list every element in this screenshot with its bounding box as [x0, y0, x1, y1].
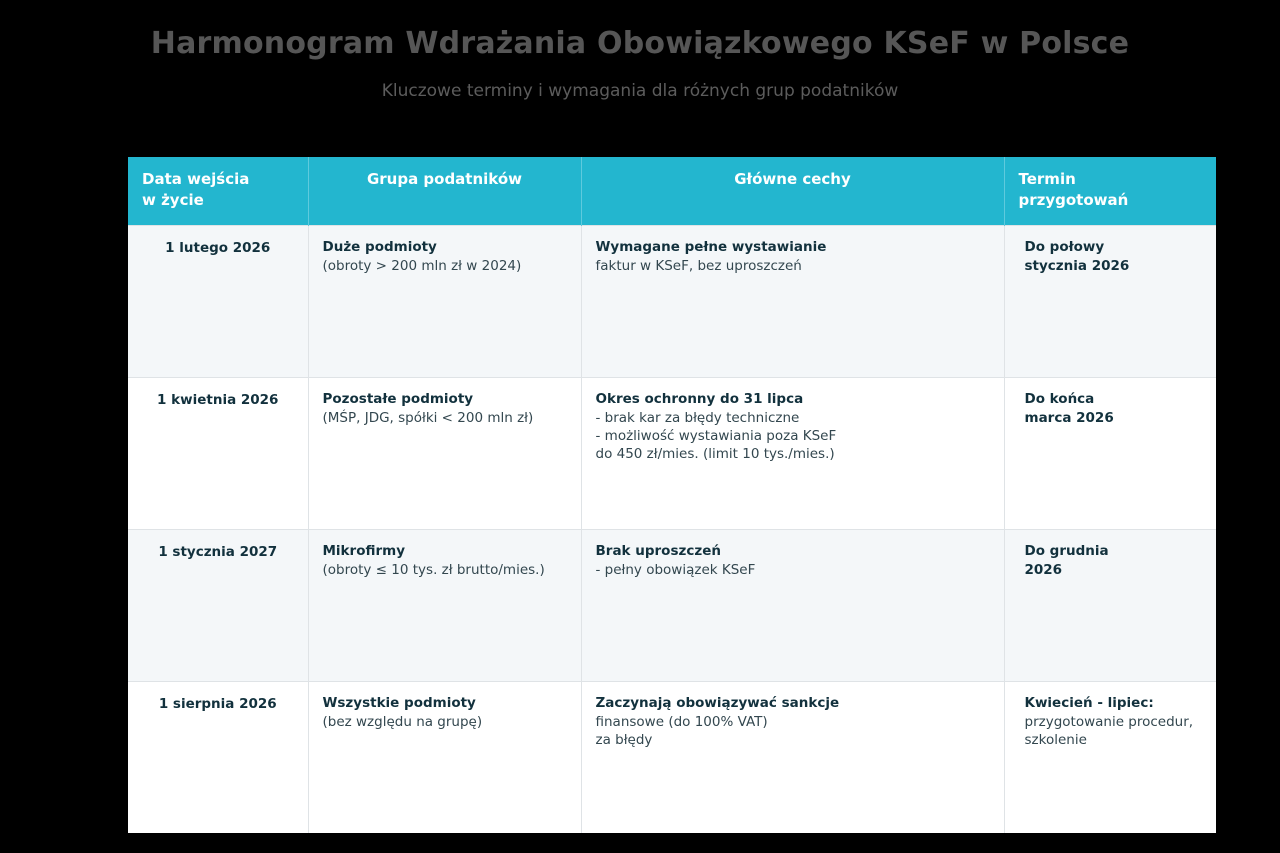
features-title: Brak uproszczeń	[595, 543, 721, 559]
cell-date: 1 lutego 2026	[128, 226, 308, 378]
features-title: Wymagane pełne wystawianie	[595, 239, 827, 255]
term-title: Do połowy	[1024, 239, 1105, 255]
cell-group	[308, 682, 581, 834]
features-line: faktur w KSeF, bez uproszczeń	[595, 258, 802, 274]
table-header	[128, 157, 1216, 226]
group-title: Duże podmioty	[322, 239, 437, 255]
features-title: Okres ochronny do 31 lipca	[595, 391, 804, 407]
column-header-date-line1: Data wejścia	[142, 170, 250, 188]
group-title: Mikrofirmy	[322, 543, 406, 559]
term-title: Kwiecień - lipiec:	[1024, 695, 1154, 711]
table-body	[128, 226, 1216, 834]
term-line: marca 2026	[1024, 410, 1114, 426]
features-title: Zaczynają obowiązywać sankcje	[595, 695, 840, 711]
column-header-features-line1: Główne cechy	[734, 170, 851, 188]
table-header-row	[128, 157, 1216, 226]
features-line: finansowe (do 100% VAT)	[595, 714, 768, 730]
cell-group	[308, 378, 581, 530]
column-header-term-line2: przygotowań	[1018, 191, 1129, 209]
cell-group	[308, 530, 581, 682]
features-line: - pełny obowiązek KSeF	[595, 562, 756, 578]
column-header-features	[581, 157, 1004, 226]
schedule-table-container	[128, 157, 1216, 748]
column-header-date-line2: w życie	[142, 191, 204, 209]
table-row	[128, 530, 1216, 682]
table-row	[128, 378, 1216, 530]
cell-features	[581, 682, 1004, 834]
page-title: Harmonogram Wdrażania Obowiązkowego KSeF w Polsce	[150, 26, 1130, 61]
column-header-term	[1004, 157, 1216, 226]
term-line: stycznia 2026	[1024, 258, 1130, 274]
features-line: do 450 zł/mies. (limit 10 tys./mies.)	[595, 446, 835, 462]
cell-features	[581, 226, 1004, 378]
group-detail: (MŚP, JDG, spółki < 200 mln zł)	[322, 410, 534, 426]
column-header-date	[128, 157, 308, 226]
column-header-term-line1: Termin	[1018, 170, 1076, 188]
heading-block	[0, 24, 1280, 103]
group-title: Wszystkie podmioty	[322, 695, 476, 711]
cell-term	[1004, 530, 1216, 682]
term-line: 2026	[1024, 562, 1063, 578]
cell-date: 1 sierpnia 2026	[128, 682, 308, 834]
group-title: Pozostałe podmioty	[322, 391, 474, 407]
cell-group	[308, 226, 581, 378]
term-line: przygotowanie procedur,	[1024, 714, 1194, 730]
column-header-group	[308, 157, 581, 226]
term-title: Do grudnia	[1024, 543, 1109, 559]
cell-term	[1004, 378, 1216, 530]
cell-term	[1004, 226, 1216, 378]
cell-features	[581, 378, 1004, 530]
table-row	[128, 682, 1216, 834]
cell-features	[581, 530, 1004, 682]
group-detail: (bez względu na grupę)	[322, 714, 483, 730]
schedule-table	[128, 157, 1216, 833]
cell-date: 1 kwietnia 2026	[128, 378, 308, 530]
features-line: za błędy	[595, 732, 653, 748]
column-header-group-line1: Grupa podatników	[366, 170, 523, 188]
term-title: Do końca	[1024, 391, 1095, 407]
page-subtitle: Kluczowe terminy i wymagania dla różnych grup podatników	[381, 81, 899, 101]
term-line: szkolenie	[1024, 732, 1087, 748]
cell-date: 1 stycznia 2027	[128, 530, 308, 682]
group-detail: (obroty ≤ 10 tys. zł brutto/mies.)	[322, 562, 545, 578]
features-line: - brak kar za błędy techniczne	[595, 410, 800, 426]
group-detail: (obroty > 200 mln zł w 2024)	[322, 258, 522, 274]
cell-term	[1004, 682, 1216, 834]
features-line: - możliwość wystawiania poza KSeF	[595, 428, 837, 444]
table-row	[128, 226, 1216, 378]
